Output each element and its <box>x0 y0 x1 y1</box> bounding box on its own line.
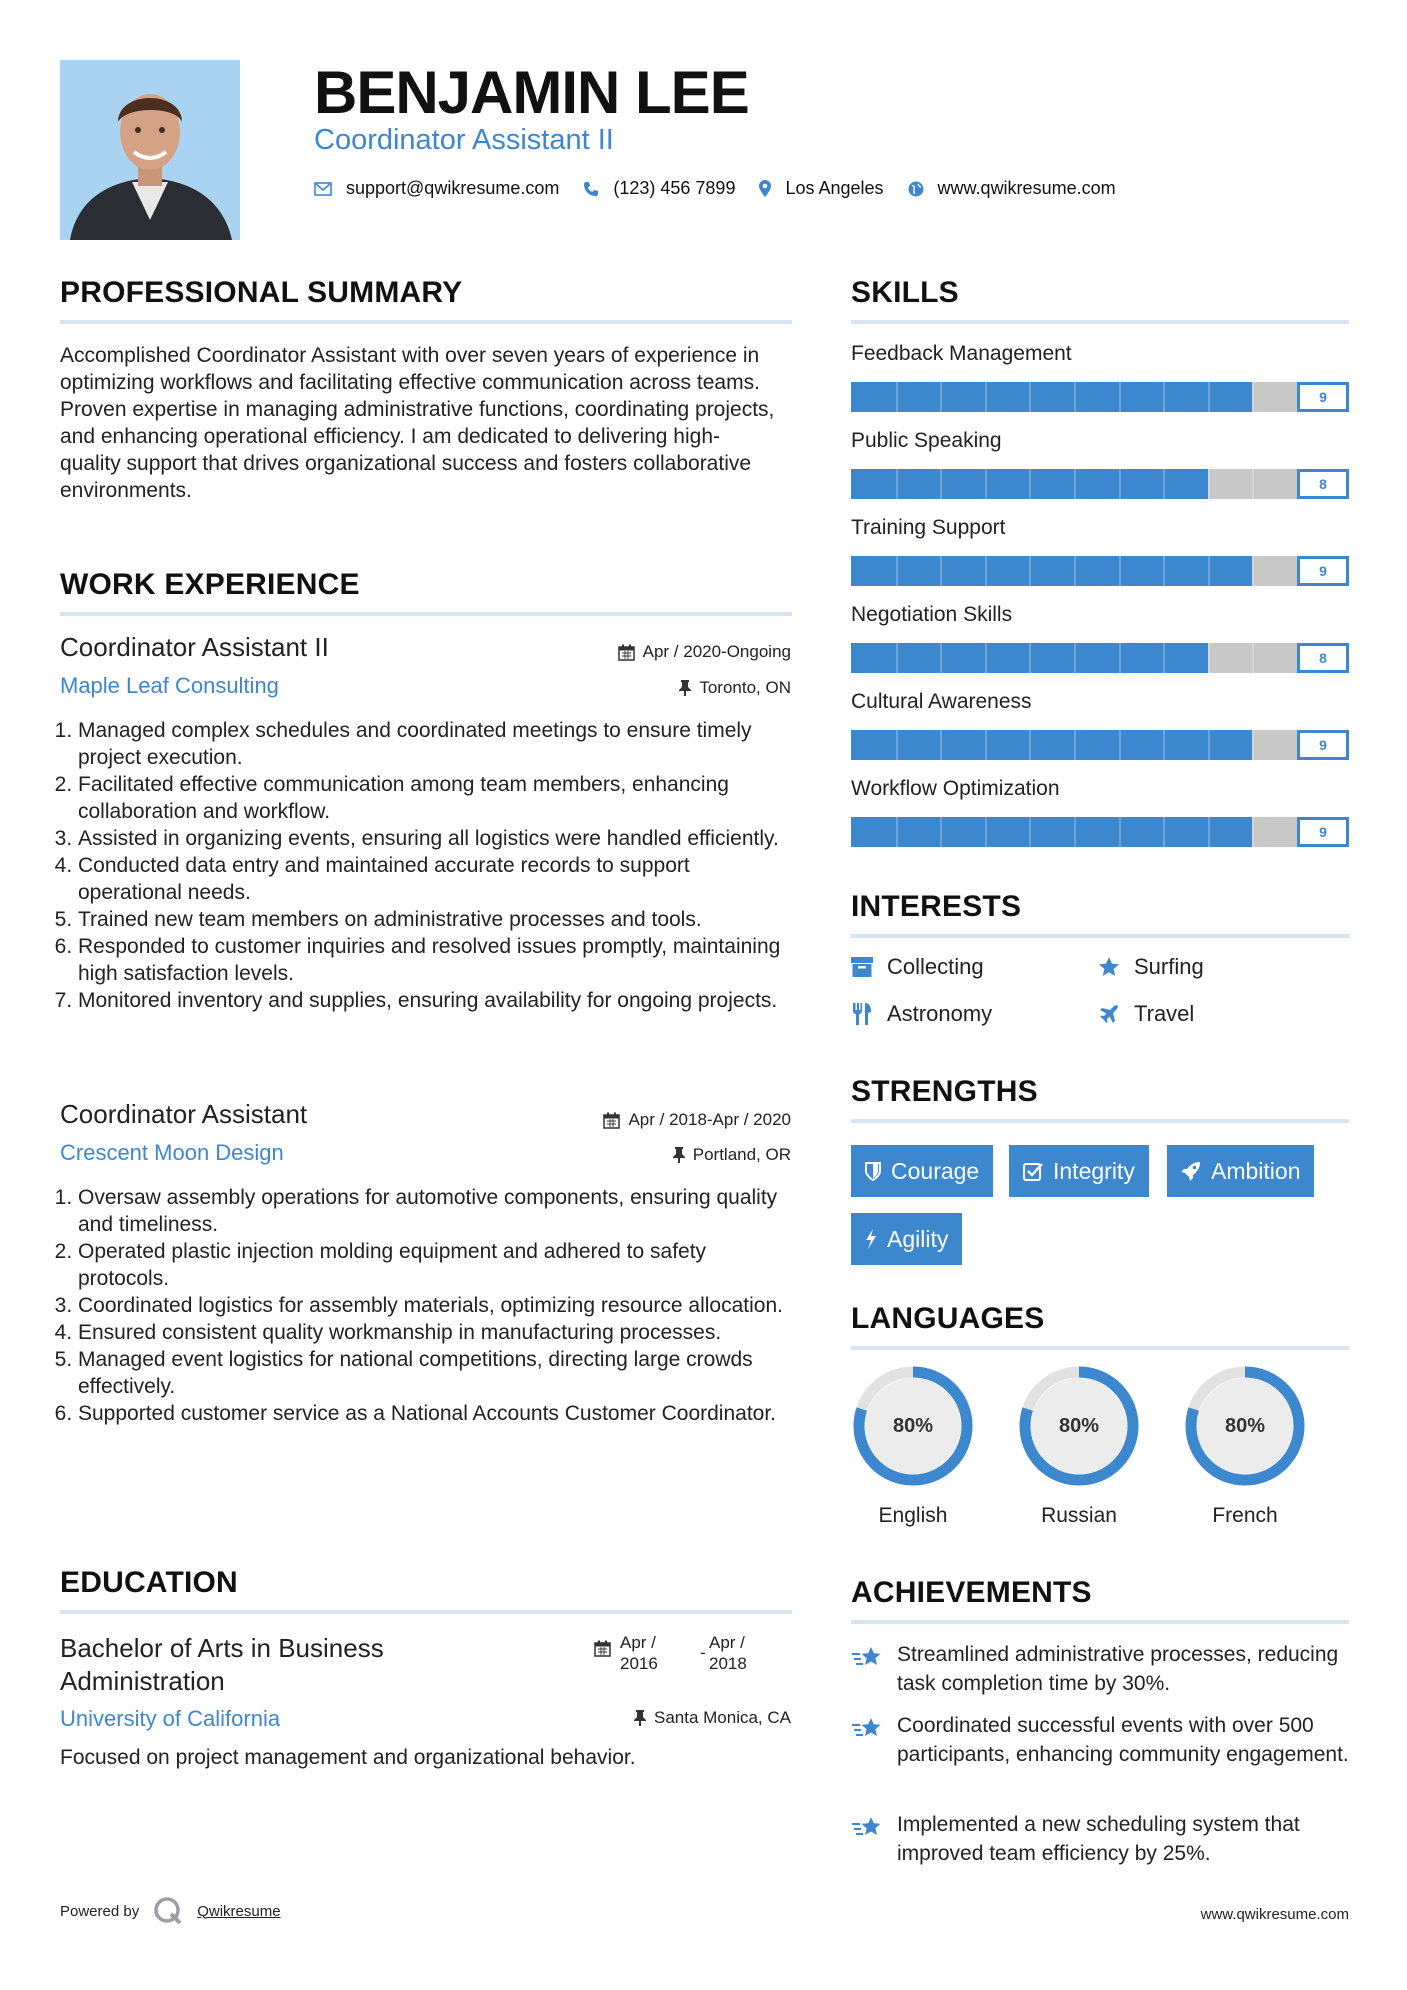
language-name: English <box>878 1504 948 1527</box>
education-end-date <box>709 1632 747 1674</box>
skill-name: Negotiation Skills <box>851 603 1013 626</box>
end-year: 2018 <box>709 1654 747 1673</box>
shooting-star-icon <box>851 1810 891 1868</box>
skill-bar-fill <box>851 556 1252 586</box>
skill-bar <box>851 817 1349 847</box>
summary-section <box>60 276 792 324</box>
skill-bar <box>851 730 1349 760</box>
footer-powered-by <box>60 1896 281 1926</box>
language-item <box>1017 1364 1141 1527</box>
contact-location: Los Angeles <box>785 178 884 198</box>
skill-bar-segment <box>1119 469 1121 499</box>
language-name: French <box>1212 1504 1278 1527</box>
section-divider <box>851 1119 1349 1123</box>
section-divider <box>60 612 792 616</box>
skill-bar-segment <box>1074 817 1076 847</box>
plane-icon <box>1098 1003 1120 1025</box>
skill-bar-segment <box>1029 556 1031 586</box>
calendar-icon <box>594 1644 611 1661</box>
strength-label: Agility <box>887 1225 949 1252</box>
job-location-text: Portland, OR <box>692 1145 791 1164</box>
skill-name: Cultural Awareness <box>851 690 1032 713</box>
job-duties-list <box>60 717 792 1014</box>
star-icon <box>1098 956 1120 978</box>
duty-item: 5. Trained new team members on administrative processes and tools. <box>78 906 792 933</box>
rocket-icon <box>1181 1161 1201 1181</box>
education-location <box>634 1708 791 1728</box>
education-description: Focused on project management and organizational behavior. <box>60 1746 636 1769</box>
skill-score: 9 <box>1297 556 1349 586</box>
interest-item <box>1098 1001 1194 1027</box>
skill-name: Feedback Management <box>851 342 1072 365</box>
skill-bar-segment <box>1252 382 1254 412</box>
skill-bar-segment <box>1029 382 1031 412</box>
duty-item: 6. Responded to customer inquiries and resolved issues promptly, maintaining high satisfaction levels. <box>78 933 792 987</box>
interest-label: Surfing <box>1134 954 1204 979</box>
skill-bar-segment <box>1252 643 1254 673</box>
skill-bar-segment <box>940 817 942 847</box>
skill-bar-segment <box>1208 382 1210 412</box>
pushpin-icon <box>679 680 691 696</box>
skill-bar <box>851 556 1349 586</box>
degree-line-2: Administration <box>60 1666 225 1696</box>
achievement-item <box>851 1640 1349 1698</box>
duty-item: 4. Conducted data entry and maintained accurate records to support operational needs. <box>78 852 792 906</box>
education-heading: EDUCATION <box>60 1566 238 1599</box>
skill-name: Public Speaking <box>851 429 1002 452</box>
duty-item: 4. Ensured consistent quality workmanship in manufacturing processes. <box>78 1319 792 1346</box>
strength-tag <box>1167 1145 1314 1197</box>
bolt-icon <box>865 1229 877 1249</box>
skill-bar-segment <box>1208 730 1210 760</box>
skill-bar-fill <box>851 730 1252 760</box>
skill-bar-segment <box>1029 817 1031 847</box>
skill-bar-segment <box>1074 730 1076 760</box>
job-company: Crescent Moon Design <box>60 1140 284 1165</box>
skill-bar-segment <box>940 382 942 412</box>
job-duties-list <box>60 1184 792 1427</box>
interest-item <box>851 1001 992 1027</box>
skill-score: 9 <box>1297 730 1349 760</box>
section-divider <box>851 1620 1349 1624</box>
skill-bar-segment <box>1074 469 1076 499</box>
candidate-name: BENJAMIN LEE <box>314 59 749 126</box>
skills-heading: SKILLS <box>851 276 959 309</box>
duty-item: 5. Managed event logistics for national competitions, directing large crowds effectively. <box>78 1346 792 1400</box>
job-location <box>679 678 791 698</box>
skill-bar-segment <box>1252 730 1254 760</box>
map-marker-icon <box>759 180 771 197</box>
language-percent: 80% <box>1058 1414 1100 1437</box>
achievement-item <box>851 1711 1349 1769</box>
powered-by-label: Powered by <box>60 1902 140 1920</box>
skill-bar-segment <box>1163 643 1165 673</box>
profile-photo <box>60 60 240 240</box>
interest-label: Astronomy <box>887 1001 993 1026</box>
calendar-icon <box>603 1112 620 1129</box>
skill-bar <box>851 382 1349 412</box>
skill-bar-segment <box>1252 556 1254 586</box>
skill-bar-segment <box>1163 556 1165 586</box>
shield-icon <box>865 1162 881 1181</box>
skill-bar-fill <box>851 817 1252 847</box>
skill-score: 8 <box>1297 469 1349 499</box>
skill-bar-segment <box>1119 382 1121 412</box>
strength-tag <box>1009 1145 1149 1197</box>
section-divider <box>851 320 1349 324</box>
skill-bar-segment <box>985 469 987 499</box>
skill-bar <box>851 643 1349 673</box>
job-dates-text: Apr / 2020-Ongoing <box>642 642 791 661</box>
skill-bar-segment <box>985 730 987 760</box>
skill-bar-segment <box>985 817 987 847</box>
languages-heading: LANGUAGES <box>851 1302 1045 1335</box>
achievements-heading: ACHIEVEMENTS <box>851 1576 1092 1609</box>
pushpin-icon <box>634 1710 646 1726</box>
contact-email[interactable]: support@qwikresume.com <box>346 178 560 198</box>
interest-label: Collecting <box>887 954 984 979</box>
job-dates-text: Apr / 2018-Apr / 2020 <box>628 1110 791 1129</box>
skill-bar-segment <box>1029 643 1031 673</box>
education-section <box>60 1566 792 1614</box>
start-month: Apr / <box>620 1633 656 1652</box>
skill-bar-segment <box>1208 643 1210 673</box>
skill-bar-segment <box>896 382 898 412</box>
skill-bar-segment <box>1074 382 1076 412</box>
skill-bar-segment <box>896 817 898 847</box>
calendar-icon <box>618 644 635 661</box>
skill-bar-segment <box>1074 556 1076 586</box>
language-percent: 80% <box>892 1414 934 1437</box>
skill-score: 9 <box>1297 817 1349 847</box>
duty-item: 2. Operated plastic injection molding equipment and adhered to safety protocols. <box>78 1238 792 1292</box>
start-year: 2016 <box>620 1654 658 1673</box>
section-divider <box>851 1346 1349 1350</box>
skill-bar-segment <box>940 469 942 499</box>
skill-bar-segment <box>1208 556 1210 586</box>
skill-bar-segment <box>1029 730 1031 760</box>
skill-bar <box>851 469 1349 499</box>
interest-item <box>851 954 984 980</box>
strength-label: Integrity <box>1053 1157 1135 1184</box>
school-name: University of California <box>60 1706 281 1731</box>
pushpin-icon <box>673 1147 685 1163</box>
language-item <box>1183 1364 1307 1527</box>
education-start-date <box>620 1632 658 1674</box>
education-location-text: Santa Monica, CA <box>653 1708 791 1727</box>
strengths-heading: STRENGTHS <box>851 1075 1038 1108</box>
qwikresume-logo-icon <box>153 1896 183 1926</box>
utensils-icon <box>851 1003 873 1025</box>
skill-score: 8 <box>1297 643 1349 673</box>
qwikresume-link[interactable]: Qwikresume <box>197 1902 281 1920</box>
candidate-title: Coordinator Assistant II <box>314 124 614 156</box>
skill-score: 9 <box>1297 382 1349 412</box>
skill-bar-segment <box>1119 730 1121 760</box>
check-square-icon <box>1023 1162 1043 1181</box>
end-month: Apr / <box>709 1633 745 1652</box>
job-company: Maple Leaf Consulting <box>60 673 279 698</box>
skill-bar-segment <box>896 556 898 586</box>
strength-tag <box>851 1145 993 1197</box>
interests-heading: INTERESTS <box>851 890 1022 923</box>
duty-item: 2. Facilitated effective communication among team members, enhancing collaboration and workflow. <box>78 771 792 825</box>
duty-item: 7. Monitored inventory and supplies, ensuring availability for ongoing projects. <box>78 987 792 1014</box>
skill-bar-segment <box>1163 730 1165 760</box>
section-divider <box>60 320 792 324</box>
skill-bar-segment <box>940 730 942 760</box>
skill-bar-segment <box>896 469 898 499</box>
skill-bar-segment <box>1029 469 1031 499</box>
interests-section <box>851 890 1349 938</box>
summary-heading: PROFESSIONAL SUMMARY <box>60 276 463 309</box>
skill-bar-segment <box>985 382 987 412</box>
archive-icon <box>851 956 873 978</box>
skill-bar-segment <box>896 643 898 673</box>
footer-url[interactable]: www.qwikresume.com <box>1200 1906 1349 1923</box>
achievements-section <box>851 1576 1349 1624</box>
skills-section <box>851 276 1349 324</box>
skill-bar-segment <box>1119 556 1121 586</box>
skill-name: Workflow Optimization <box>851 777 1060 800</box>
interest-label: Travel <box>1134 1001 1195 1026</box>
duty-item: 1. Managed complex schedules and coordinated meetings to ensure timely project execution. <box>78 717 792 771</box>
contact-phone: (123) 456 7899 <box>613 178 736 198</box>
skill-bar-segment <box>1252 469 1254 499</box>
achievement-text: Implemented a new scheduling system that improved team efficiency by 25%. <box>897 1813 1300 1865</box>
duty-item: 6. Supported customer service as a National Accounts Customer Coordinator. <box>78 1400 792 1427</box>
contact-website[interactable]: www.qwikresume.com <box>937 178 1116 198</box>
strength-tag <box>851 1213 962 1265</box>
date-dash: - <box>700 1643 706 1662</box>
phone-icon <box>583 181 599 197</box>
globe-icon <box>908 181 924 197</box>
achievement-text: Streamlined administrative processes, reducing task completion time by 30%. <box>897 1643 1339 1695</box>
degree-line-1: Bachelor of Arts in Business <box>60 1633 384 1663</box>
shooting-star-icon <box>851 1640 891 1698</box>
degree-title <box>60 1632 384 1698</box>
skill-bar-segment <box>1208 469 1210 499</box>
achievement-text: Coordinated successful events with over 500 participants, enhancing community engagement. <box>897 1714 1349 1766</box>
contact-bar <box>314 178 1140 199</box>
skill-bar-segment <box>1119 817 1121 847</box>
job-location-text: Toronto, ON <box>699 678 791 697</box>
strength-label: Ambition <box>1211 1157 1301 1184</box>
languages-section <box>851 1302 1349 1350</box>
language-name: Russian <box>1041 1504 1117 1527</box>
strength-label: Courage <box>891 1157 980 1184</box>
skill-bar-segment <box>1163 817 1165 847</box>
shooting-star-icon <box>851 1711 891 1769</box>
section-divider <box>851 934 1349 938</box>
skill-bar-segment <box>1252 817 1254 847</box>
skill-bar-segment <box>985 556 987 586</box>
job-title: Coordinator Assistant <box>60 1099 308 1129</box>
skill-bar-segment <box>1163 469 1165 499</box>
achievement-item <box>851 1810 1349 1868</box>
experience-heading: WORK EXPERIENCE <box>60 568 360 601</box>
envelope-icon <box>314 182 332 196</box>
skill-bar-segment <box>1074 643 1076 673</box>
duty-item: 3. Assisted in organizing events, ensuring all logistics were handled efficiently. <box>78 825 792 852</box>
skill-bar-segment <box>1208 817 1210 847</box>
skill-bar-segment <box>985 643 987 673</box>
language-item <box>851 1364 975 1527</box>
language-percent: 80% <box>1224 1414 1266 1437</box>
strengths-section <box>851 1075 1349 1123</box>
duty-item: 1. Oversaw assembly operations for automotive components, ensuring quality and timeliness. <box>78 1184 792 1238</box>
section-divider <box>60 1610 792 1614</box>
skill-name: Training Support <box>851 516 1006 539</box>
job-title: Coordinator Assistant II <box>60 632 329 662</box>
skill-bar-segment <box>896 730 898 760</box>
skill-bar-segment <box>940 643 942 673</box>
education-calendar-icon-wrap <box>594 1640 611 1662</box>
skill-bar-segment <box>1119 643 1121 673</box>
job-dates <box>618 642 791 662</box>
skill-bar-fill <box>851 382 1252 412</box>
job-location <box>673 1145 791 1165</box>
job-dates <box>603 1110 791 1130</box>
experience-section <box>60 568 792 616</box>
skill-bar-segment <box>1163 382 1165 412</box>
summary-text: Accomplished Coordinator Assistant with over seven years of experience in optimizing workflows and facilitating effective communication across teams. Proven expertise in managing administrative functions, coordinating projects, and enhancing operational efficiency. I am dedicated to delivering high-quality support that drives organizational success and fosters collaborative environments. <box>60 344 775 502</box>
duty-item: 3. Coordinated logistics for assembly materials, optimizing resource allocation. <box>78 1292 792 1319</box>
interest-item <box>1098 954 1204 980</box>
skill-bar-segment <box>940 556 942 586</box>
